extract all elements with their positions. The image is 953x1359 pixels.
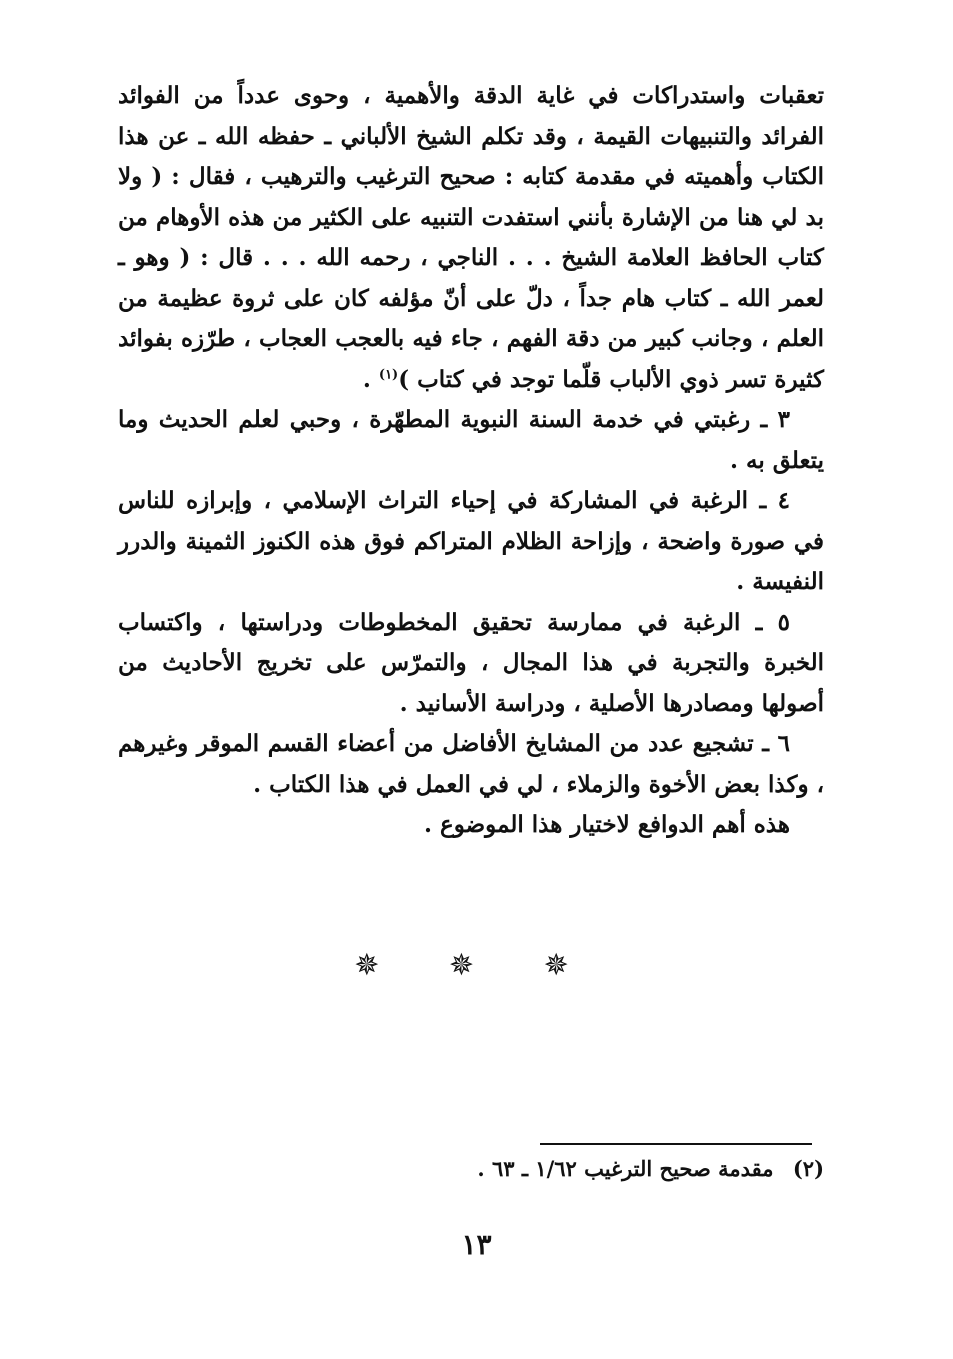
footnote: [440, 1154, 824, 1184]
footnote-text: مقدمة صحيح الترغيب ١/٦٢ ـ ٦٣ .: [477, 1156, 774, 1181]
paragraph-3: ٤ ـ الرغبة في المشاركة في إحياء التراث الإسلامي ، وإبرازه للناس في صورة واضحة ، وإزاحة الظلام المتراكم فوق هذه الكنوز الثمينة والدرر النفيسة .: [118, 487, 824, 595]
page-number: ١٣: [461, 1228, 492, 1261]
section-separator: ✵ ✵ ✵: [354, 948, 599, 983]
paragraph-1-tail: .: [362, 365, 379, 393]
main-text: [118, 76, 824, 846]
paragraph-1-text: تعقبات واستدراكات في غاية الدقة والأهمية ، وحوى عدداً من الفوائد الفرائد والتنبيهات القيمة ، وقد تكلم الشيخ الألباني ـ حفظه الله ـ عن هذا الكتاب وأهميته في مقدمة كتابه : صحيح الترغيب والترهيب ، فقال : ( ولا بد لي هنا من الإشارة بأنني استفدت التنبيه على الكثير من هذه الأوهام من كتاب الحافظ العلامة الشيخ . . . الناجي ، رحمه الله . . . قال : ( وهو ـ لعمر الله ـ كتاب هام جداً ، دلّ على أنّ مؤلفه كان على ثروة عظيمة من العلم ، وجانب كبير من دقة الفهم ، جاء فيه بالعجب العجاب ، طرّزه بفوائد كثيرة تسر ذوي الألباب قلّما توجد في كتاب ): [118, 82, 824, 393]
paragraph-4: ٥ ـ الرغبة في ممارسة تحقيق المخطوطات ودراستها ، واكتساب الخبرة والتجربة في هذا المجال ، والتمرّس على تخريج الأحاديث من أصولها ومصادرها الأصلية ، ودراسة الأسانيد .: [118, 608, 824, 717]
footnote-divider: [540, 1143, 812, 1145]
paragraph-5: ٦ ـ تشجيع عدد من المشايخ الأفاضل من أعضاء القسم الموقر وغيرهم ، وكذا بعض الأخوة والزملاء ، لي في العمل في هذا الكتاب .: [118, 730, 824, 798]
paragraph-1: [118, 76, 824, 400]
paragraph-6: هذه أهم الدوافع لاختيار هذا الموضوع .: [424, 811, 790, 838]
footnote-reference: (١): [378, 366, 399, 382]
footnote-number: (٢): [792, 1156, 824, 1181]
paragraph-2: ٣ ـ رغبتي في خدمة السنة النبوية المطهّرة ، وحبي لعلم الحديث وما يتعلق به .: [118, 406, 824, 474]
